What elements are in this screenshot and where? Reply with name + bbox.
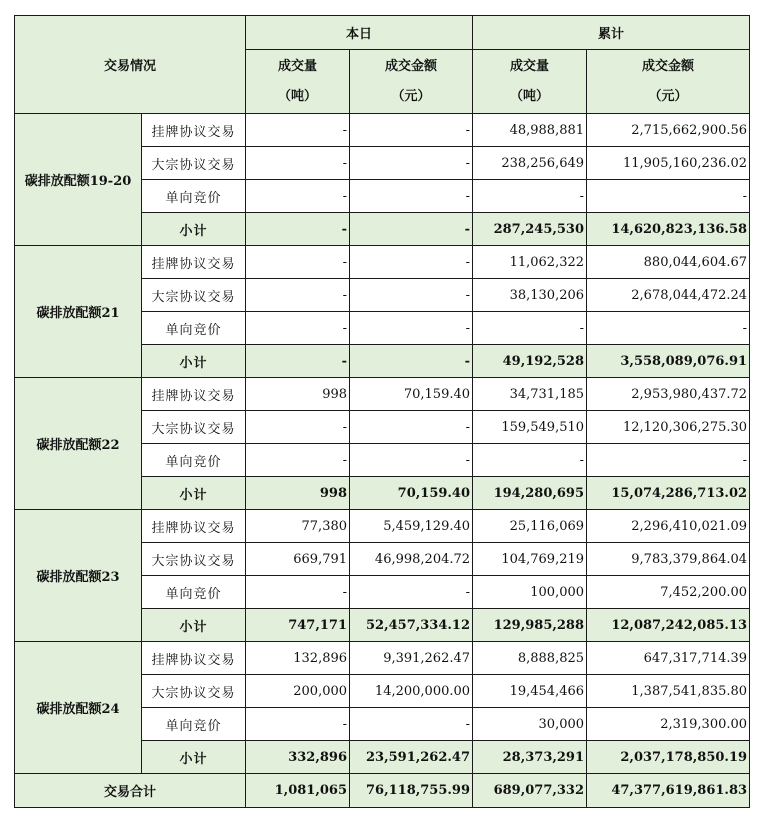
total-cumulative-volume-cell: 689,077,332 bbox=[473, 774, 587, 808]
today-volume-cell: - bbox=[246, 312, 350, 345]
today-amount-header bbox=[350, 50, 473, 114]
today-volume-cell: - bbox=[246, 411, 350, 444]
cumulative-amount-cell: 15,074,286,713.02 bbox=[587, 477, 750, 510]
cumulative-header: 累计 bbox=[473, 16, 750, 50]
today-volume-cell: - bbox=[246, 345, 350, 378]
today-volume-cell: - bbox=[246, 444, 350, 477]
today-volume-cell: 332,896 bbox=[246, 741, 350, 774]
group-label: 碳排放配额19-20 bbox=[15, 114, 142, 246]
method-label: 小计 bbox=[142, 741, 246, 774]
cumulative-amount-header bbox=[587, 50, 750, 114]
total-today-amount-cell: 76,118,755.99 bbox=[350, 774, 473, 808]
cumulative-amount-cell: 14,620,823,136.58 bbox=[587, 213, 750, 246]
group-label: 碳排放配额22 bbox=[15, 378, 142, 510]
today-amount-cell: - bbox=[350, 180, 473, 213]
cumulative-amount-cell: 12,087,242,085.13 bbox=[587, 609, 750, 642]
cumulative-volume-cell: 30,000 bbox=[473, 708, 587, 741]
method-label: 小计 bbox=[142, 477, 246, 510]
today-amount-cell: 70,159.40 bbox=[350, 477, 473, 510]
cumulative-volume-cell: 129,985,288 bbox=[473, 609, 587, 642]
today-amount-cell: - bbox=[350, 246, 473, 279]
cumulative-amount-cell: 1,387,541,835.80 bbox=[587, 675, 750, 708]
today-volume-cell: 200,000 bbox=[246, 675, 350, 708]
volume-label: 成交量 bbox=[278, 58, 318, 74]
today-volume-cell: 998 bbox=[246, 378, 350, 411]
table-row bbox=[15, 246, 750, 279]
method-label: 单向竞价 bbox=[142, 444, 246, 477]
cumulative-amount-cell: 880,044,604.67 bbox=[587, 246, 750, 279]
method-label: 挂牌协议交易 bbox=[142, 246, 246, 279]
table-row bbox=[15, 378, 750, 411]
today-amount-cell: 9,391,262.47 bbox=[350, 642, 473, 675]
cumulative-amount-cell: - bbox=[587, 180, 750, 213]
today-amount-cell: - bbox=[350, 213, 473, 246]
method-label: 大宗协议交易 bbox=[142, 279, 246, 312]
today-amount-cell: - bbox=[350, 345, 473, 378]
header-row-1 bbox=[15, 16, 750, 50]
today-volume-cell: - bbox=[246, 576, 350, 609]
today-volume-header bbox=[246, 50, 350, 114]
today-amount-cell: 5,459,129.40 bbox=[350, 510, 473, 543]
method-label: 挂牌协议交易 bbox=[142, 378, 246, 411]
method-label: 挂牌协议交易 bbox=[142, 642, 246, 675]
cumulative-volume-cell: 25,116,069 bbox=[473, 510, 587, 543]
cumulative-amount-cell: 2,715,662,900.56 bbox=[587, 114, 750, 147]
amount-label: 成交金额 bbox=[385, 58, 438, 74]
today-amount-cell: - bbox=[350, 576, 473, 609]
cumulative-volume-cell: 11,062,322 bbox=[473, 246, 587, 279]
cumulative-volume-cell: - bbox=[473, 312, 587, 345]
table-row bbox=[15, 642, 750, 675]
category-header: 交易情况 bbox=[15, 16, 246, 114]
amount-label: 成交金额 bbox=[642, 58, 695, 74]
today-amount-cell: 70,159.40 bbox=[350, 378, 473, 411]
method-label: 小计 bbox=[142, 213, 246, 246]
today-amount-cell: - bbox=[350, 444, 473, 477]
cumulative-amount-cell: 2,037,178,850.19 bbox=[587, 741, 750, 774]
today-amount-cell: 46,998,204.72 bbox=[350, 543, 473, 576]
today-volume-cell: - bbox=[246, 246, 350, 279]
group-label: 碳排放配额24 bbox=[15, 642, 142, 774]
cumulative-amount-cell: 3,558,089,076.91 bbox=[587, 345, 750, 378]
cumulative-volume-cell: - bbox=[473, 180, 587, 213]
method-label: 小计 bbox=[142, 345, 246, 378]
table-row bbox=[15, 510, 750, 543]
method-label: 挂牌协议交易 bbox=[142, 510, 246, 543]
today-volume-cell: 998 bbox=[246, 477, 350, 510]
method-label: 单向竞价 bbox=[142, 312, 246, 345]
method-label: 大宗协议交易 bbox=[142, 543, 246, 576]
cumulative-volume-cell: 34,731,185 bbox=[473, 378, 587, 411]
cumulative-volume-cell: 287,245,530 bbox=[473, 213, 587, 246]
cumulative-amount-cell: 647,317,714.39 bbox=[587, 642, 750, 675]
cumulative-volume-header bbox=[473, 50, 587, 114]
today-amount-cell: - bbox=[350, 708, 473, 741]
today-amount-cell: - bbox=[350, 114, 473, 147]
today-amount-cell: - bbox=[350, 312, 473, 345]
cumulative-volume-cell: 159,549,510 bbox=[473, 411, 587, 444]
today-volume-cell: 132,896 bbox=[246, 642, 350, 675]
method-label: 小计 bbox=[142, 609, 246, 642]
today-amount-cell: 23,591,262.47 bbox=[350, 741, 473, 774]
cumulative-amount-cell: 2,319,300.00 bbox=[587, 708, 750, 741]
today-volume-cell: - bbox=[246, 279, 350, 312]
method-label: 单向竞价 bbox=[142, 708, 246, 741]
today-amount-cell: - bbox=[350, 279, 473, 312]
method-label: 单向竞价 bbox=[142, 576, 246, 609]
amount-unit: （元） bbox=[648, 88, 688, 104]
group-label: 碳排放配额21 bbox=[15, 246, 142, 378]
cumulative-amount-cell: 9,783,379,864.04 bbox=[587, 543, 750, 576]
cumulative-amount-cell: 2,953,980,437.72 bbox=[587, 378, 750, 411]
trading-summary-table bbox=[14, 15, 750, 808]
grand-total-row bbox=[15, 774, 750, 808]
today-volume-cell: - bbox=[246, 180, 350, 213]
today-volume-cell: 669,791 bbox=[246, 543, 350, 576]
cumulative-amount-cell: 2,678,044,472.24 bbox=[587, 279, 750, 312]
amount-unit: （元） bbox=[391, 88, 431, 104]
cumulative-amount-cell: 11,905,160,236.02 bbox=[587, 147, 750, 180]
today-volume-cell: - bbox=[246, 147, 350, 180]
cumulative-volume-cell: 48,988,881 bbox=[473, 114, 587, 147]
cumulative-volume-cell: 38,130,206 bbox=[473, 279, 587, 312]
volume-unit: （吨） bbox=[510, 88, 550, 104]
today-volume-cell: 747,171 bbox=[246, 609, 350, 642]
cumulative-volume-cell: - bbox=[473, 444, 587, 477]
table-row bbox=[15, 114, 750, 147]
cumulative-volume-cell: 100,000 bbox=[473, 576, 587, 609]
today-volume-cell: - bbox=[246, 114, 350, 147]
today-amount-cell: - bbox=[350, 411, 473, 444]
cumulative-volume-cell: 28,373,291 bbox=[473, 741, 587, 774]
method-label: 挂牌协议交易 bbox=[142, 114, 246, 147]
cumulative-volume-cell: 238,256,649 bbox=[473, 147, 587, 180]
today-amount-cell: - bbox=[350, 147, 473, 180]
method-label: 大宗协议交易 bbox=[142, 675, 246, 708]
today-volume-cell: 77,380 bbox=[246, 510, 350, 543]
cumulative-volume-cell: 8,888,825 bbox=[473, 642, 587, 675]
cumulative-volume-cell: 194,280,695 bbox=[473, 477, 587, 510]
method-label: 大宗协议交易 bbox=[142, 147, 246, 180]
cumulative-volume-cell: 104,769,219 bbox=[473, 543, 587, 576]
cumulative-amount-cell: - bbox=[587, 444, 750, 477]
volume-label: 成交量 bbox=[510, 58, 550, 74]
cumulative-amount-cell: 7,452,200.00 bbox=[587, 576, 750, 609]
cumulative-volume-cell: 19,454,466 bbox=[473, 675, 587, 708]
grand-total-label: 交易合计 bbox=[15, 774, 246, 808]
cumulative-amount-cell: - bbox=[587, 312, 750, 345]
method-label: 大宗协议交易 bbox=[142, 411, 246, 444]
volume-unit: （吨） bbox=[278, 88, 318, 104]
today-amount-cell: 14,200,000.00 bbox=[350, 675, 473, 708]
today-amount-cell: 52,457,334.12 bbox=[350, 609, 473, 642]
cumulative-amount-cell: 12,120,306,275.30 bbox=[587, 411, 750, 444]
total-today-volume-cell: 1,081,065 bbox=[246, 774, 350, 808]
cumulative-amount-cell: 2,296,410,021.09 bbox=[587, 510, 750, 543]
cumulative-volume-cell: 49,192,528 bbox=[473, 345, 587, 378]
today-volume-cell: - bbox=[246, 213, 350, 246]
method-label: 单向竞价 bbox=[142, 180, 246, 213]
today-volume-cell: - bbox=[246, 708, 350, 741]
total-cumulative-amount-cell: 47,377,619,861.83 bbox=[587, 774, 750, 808]
group-label: 碳排放配额23 bbox=[15, 510, 142, 642]
today-header: 本日 bbox=[246, 16, 473, 50]
